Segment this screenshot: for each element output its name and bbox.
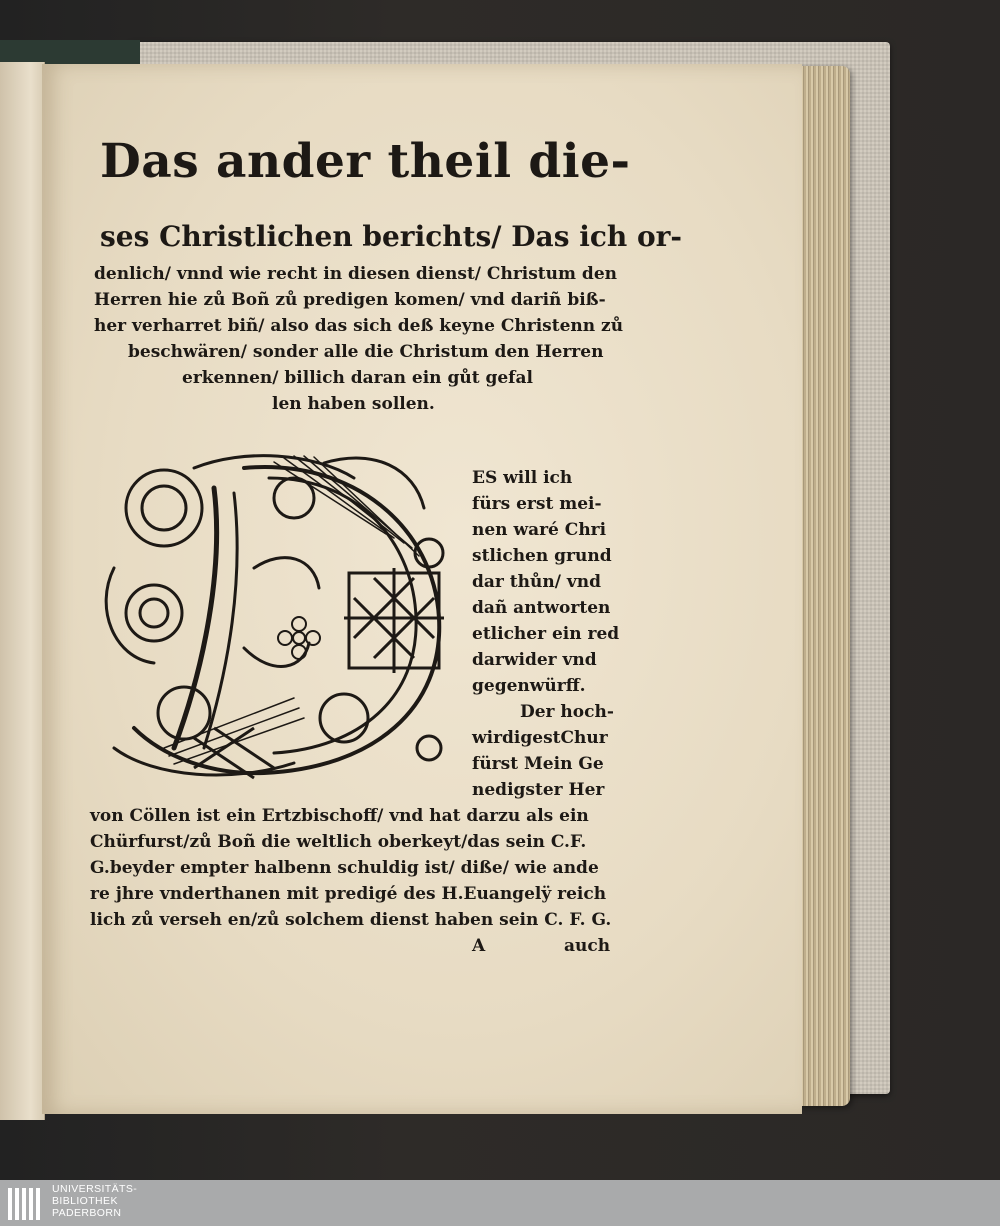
- text-line: darwider vnd: [472, 650, 597, 670]
- footer-bar: [0, 1180, 1000, 1226]
- logo-line-1: UNIVERSITÄTS-: [52, 1183, 138, 1195]
- heading-line-5: her verharret biñ/ also das sich deß keyne Christenn zů: [94, 316, 624, 336]
- heading-line-3: denlich/ vnnd wie recht in diesen dienst/ Christum den: [94, 264, 617, 284]
- book-page: [42, 64, 802, 1114]
- catchword: auch: [564, 936, 611, 956]
- heading-line-1: Das ander theil die-: [100, 134, 631, 189]
- text-line: etlicher ein red: [472, 624, 620, 644]
- logo-line-2: BIBLIOTHEK: [52, 1195, 118, 1207]
- text-line: lich zů verseh en/zů solchem dienst haben sein C. F. G.: [90, 910, 612, 930]
- text-line: wirdigestChur: [472, 728, 608, 748]
- heading-line-2: ses Christlichen berichts/ Das ich or-: [100, 220, 683, 253]
- library-logo-icon: [6, 1184, 46, 1222]
- text-line: dañ antworten: [472, 598, 611, 618]
- text-line: re jhre vnderthanen mit predigé des H.Euangelÿ reich: [90, 884, 607, 904]
- heading-line-4: Herren hie zů Boñ zů predigen komen/ vnd dariñ biß-: [94, 290, 606, 310]
- heading-line-7: erkennen/ billich daran ein gůt gefal: [182, 368, 533, 388]
- text-line: Der hoch-: [520, 702, 614, 722]
- text-line: gegenwürff.: [472, 676, 586, 696]
- text-line: ES will ich: [472, 468, 573, 488]
- signature-mark: A: [472, 936, 486, 956]
- left-page-edge: [0, 62, 45, 1120]
- text-line: von Cöllen ist ein Ertzbischoff/ vnd hat darzu als ein: [90, 806, 589, 826]
- text-line: dar thůn/ vnd: [472, 572, 601, 592]
- library-logo-text: [52, 1183, 137, 1219]
- text-line: nedigster Her: [472, 780, 605, 800]
- text-line: G.beyder empter halbenn schuldig ist/ diße/ wie ande: [90, 858, 599, 878]
- text-line: Chürfurst/zů Boñ die weltlich oberkeyt/das sein C.F.: [90, 832, 587, 852]
- page-block-edges: [794, 66, 850, 1106]
- text-line: nen waré Chri: [472, 520, 607, 540]
- heading-line-8: len haben sollen.: [272, 394, 435, 414]
- logo-line-3: PADERBORN: [52, 1207, 122, 1219]
- heading-line-6: beschwären/ sonder alle die Christum den Herren: [128, 342, 604, 362]
- text-line: fürst Mein Ge: [472, 754, 604, 774]
- text-line: fürs erst mei-: [472, 494, 602, 514]
- text-line: stlichen grund: [472, 546, 612, 566]
- decorated-initial-d-illustration: [94, 448, 464, 788]
